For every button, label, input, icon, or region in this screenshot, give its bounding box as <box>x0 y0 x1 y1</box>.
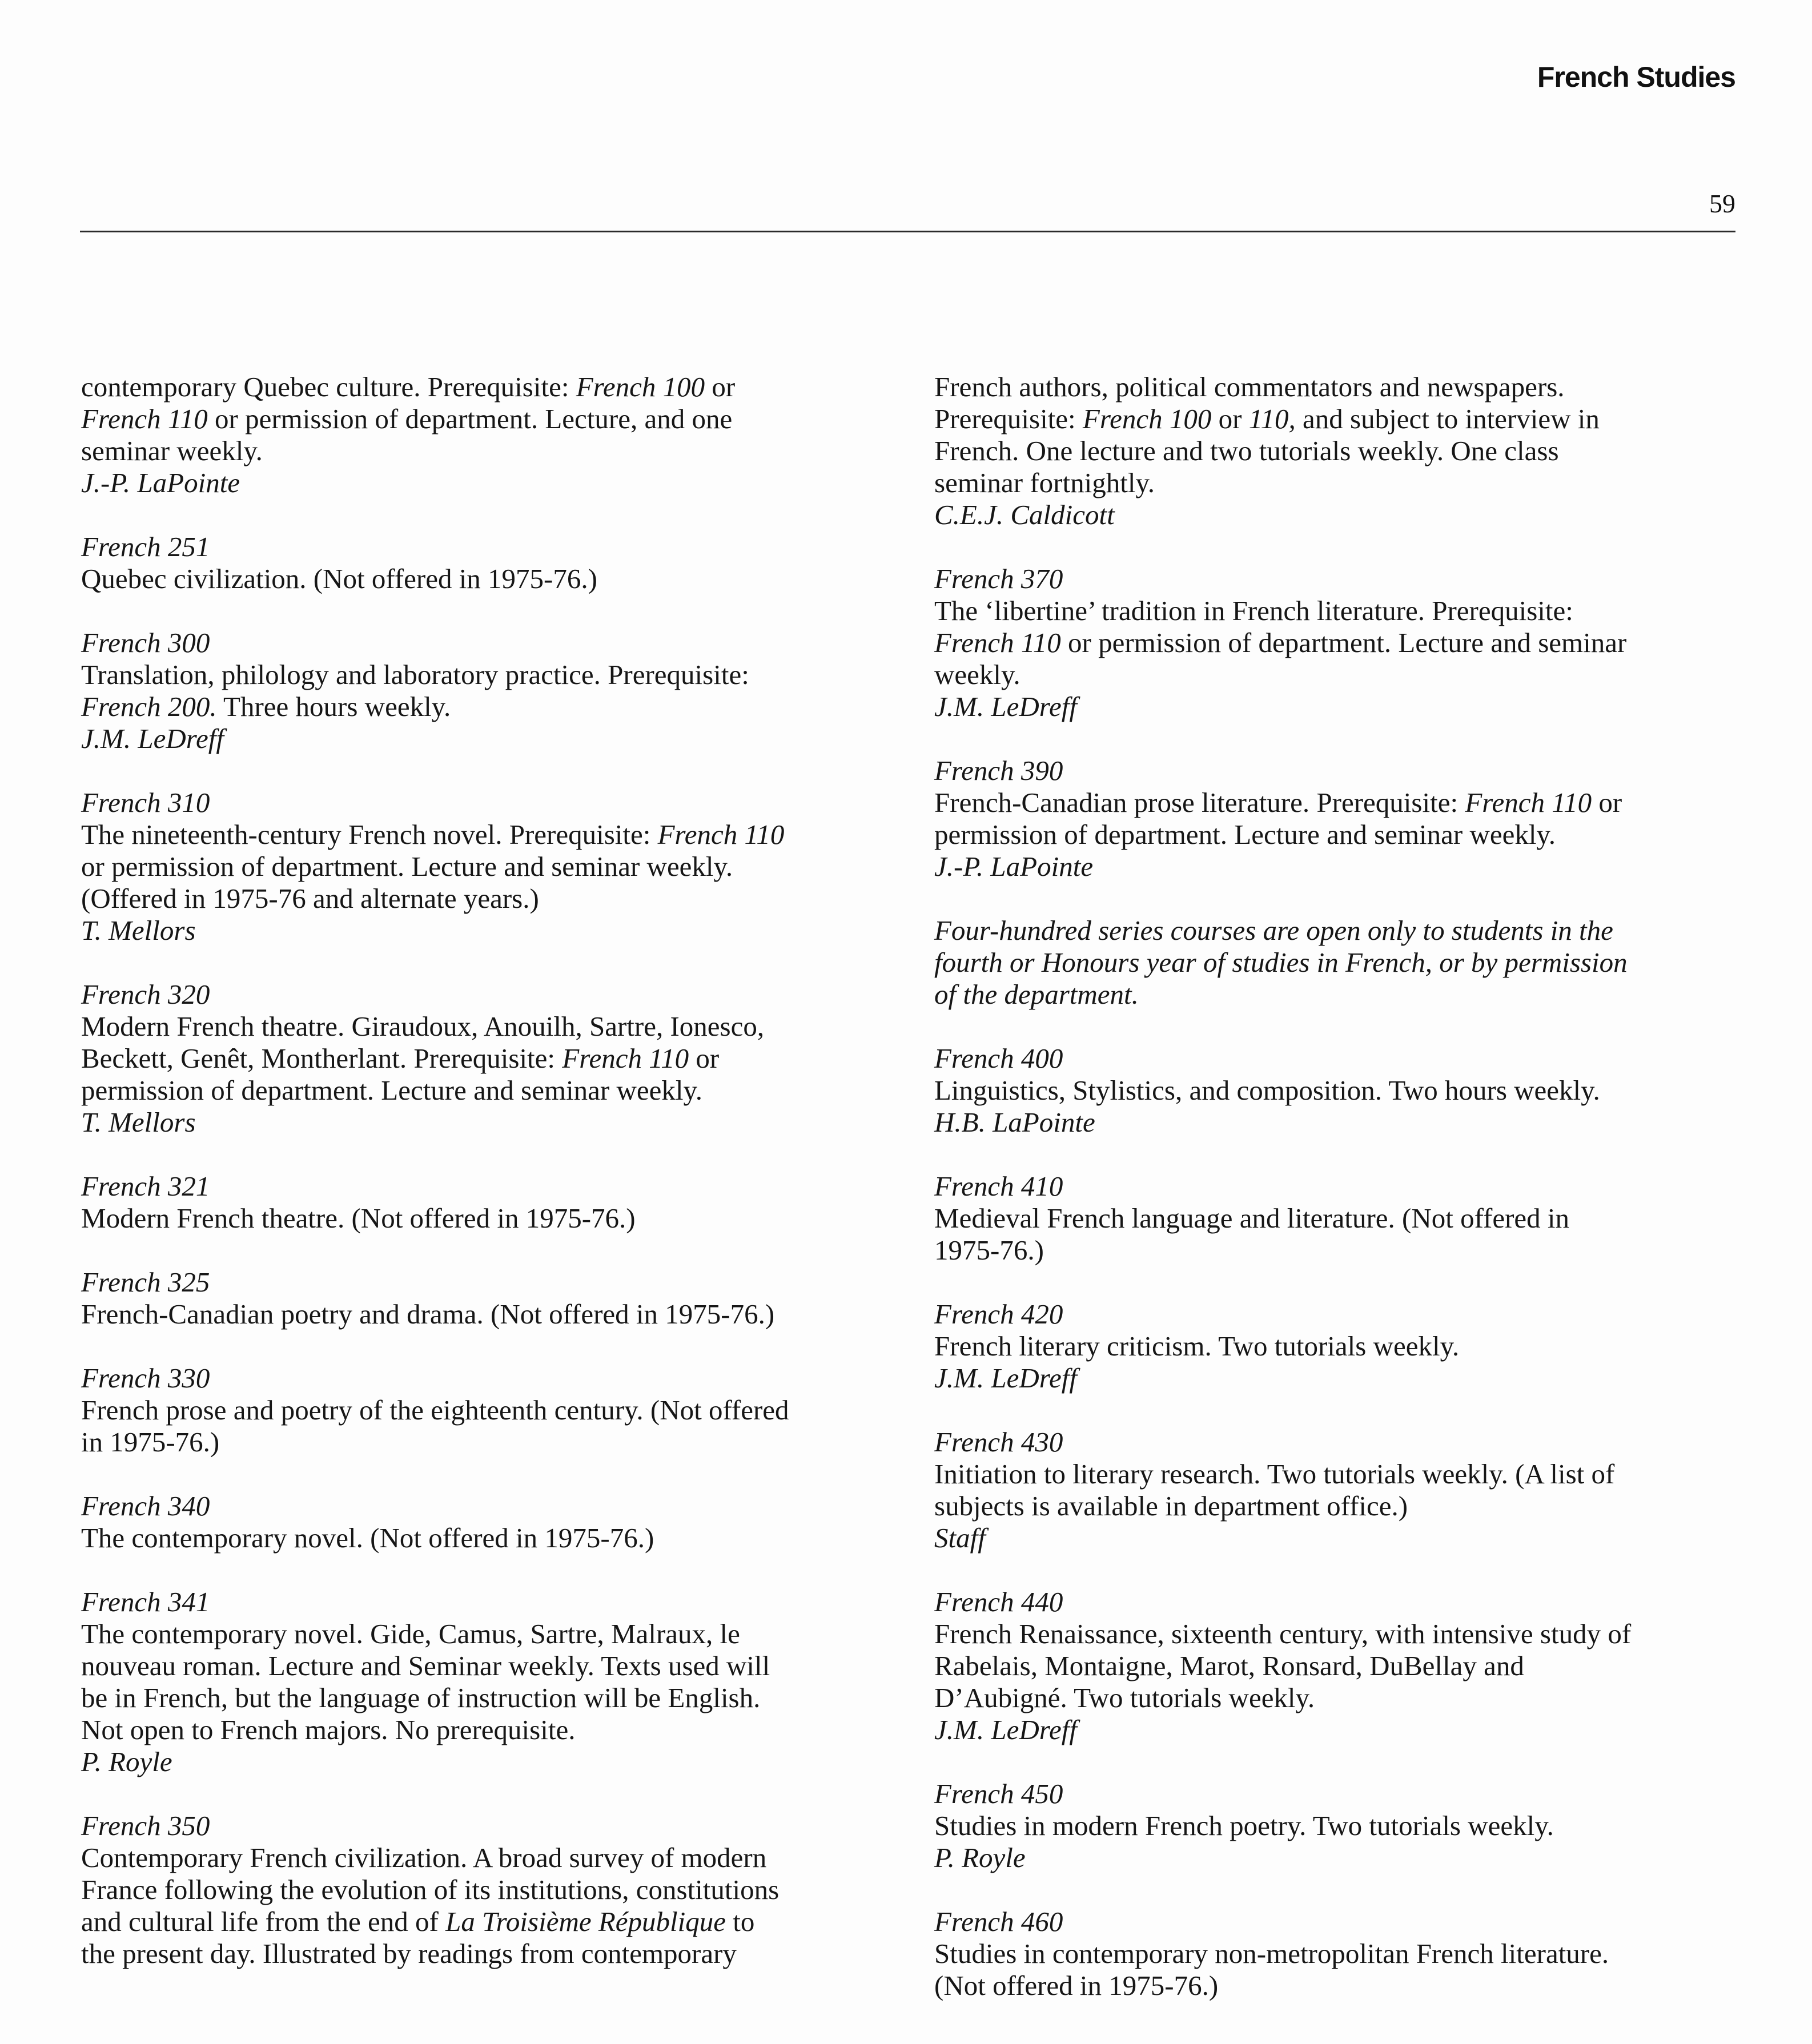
course-description: The contemporary novel. Gide, Camus, Sartre, Malraux, le <box>81 1618 740 1649</box>
instructor-name: Staff <box>934 1522 986 1554</box>
entry-line: French. One lecture and two tutorials weekly. One class <box>934 435 1559 466</box>
course-description: permission of department. Lecture and seminar weekly. <box>934 819 1556 850</box>
course-code: French 300 <box>81 627 210 658</box>
instructor-name: P. Royle <box>934 1842 1026 1873</box>
course-description: Studies in modern French poetry. Two tutorials weekly. <box>934 1810 1554 1841</box>
instructor-name: J.-P. LaPointe <box>934 851 1094 882</box>
course-description: Modern French theatre. Giraudoux, Anouilh, Sartre, Ionesco, <box>81 1011 765 1042</box>
course-description: (Offered in 1975-76 and alternate years.) <box>81 883 539 914</box>
course-description: French-Canadian prose literature. Prerequisite: French 110 or <box>934 787 1622 818</box>
course-entry-french-321 <box>81 1170 892 1234</box>
instructor-name: J.M. LeDreff <box>934 691 1077 722</box>
course-code: French 460 <box>934 1906 1063 1937</box>
instructor-name: P. Royle <box>81 1746 172 1777</box>
continued-entry <box>81 371 892 499</box>
note-line: fourth or Honours year of studies in French, or by permission <box>934 947 1628 978</box>
course-entry-french-340 <box>81 1490 892 1554</box>
entry-line: contemporary Quebec culture. Prerequisite: French 100 or <box>81 371 736 403</box>
course-description: the present day. Illustrated by readings from contemporary <box>81 1938 737 1969</box>
note-line: Four-hundred series courses are open only to students in the <box>934 915 1613 946</box>
course-description: French Renaissance, sixteenth century, with intensive study of <box>934 1618 1632 1649</box>
course-entry-french-325 <box>81 1266 892 1330</box>
course-entry-french-460 <box>934 1906 1745 2002</box>
course-code: French 410 <box>934 1170 1063 1202</box>
course-description: The contemporary novel. (Not offered in 1975-76.) <box>81 1522 654 1554</box>
course-description: Beckett, Genêt, Montherlant. Prerequisite: French 110 or <box>81 1043 720 1074</box>
course-description: 1975-76.) <box>934 1234 1044 1266</box>
course-entry-french-390 <box>934 755 1745 883</box>
course-code: French 251 <box>81 531 210 562</box>
course-entry-french-350 <box>81 1810 892 1970</box>
course-description: permission of department. Lecture and seminar weekly. <box>81 1075 703 1106</box>
course-description: French 110 or permission of department. Lecture and seminar <box>934 627 1627 658</box>
course-description: Linguistics, Stylistics, and composition. Two hours weekly. <box>934 1075 1600 1106</box>
course-entry-french-370 <box>934 563 1745 723</box>
course-code: French 400 <box>934 1043 1063 1074</box>
section-title: French Studies <box>1537 61 1735 93</box>
course-entry-french-251 <box>81 531 892 595</box>
instructor-name: T. Mellors <box>81 1107 196 1138</box>
course-description: Medieval French language and literature. (Not offered in <box>934 1202 1570 1234</box>
course-description: The nineteenth-century French novel. Prerequisite: French 110 <box>81 819 785 850</box>
course-entry-french-330 <box>81 1362 892 1458</box>
course-description: weekly. <box>934 659 1020 690</box>
entry-line: French 110 or permission of department. Lecture, and one <box>81 403 733 434</box>
right-column <box>934 371 1745 2034</box>
course-description: The ‘libertine’ tradition in French literature. Prerequisite: <box>934 595 1573 626</box>
course-code: French 440 <box>934 1586 1063 1618</box>
course-code: French 430 <box>934 1426 1063 1458</box>
course-description: or permission of department. Lecture and seminar weekly. <box>81 851 733 882</box>
course-entry-french-341 <box>81 1586 892 1778</box>
entry-line: seminar weekly. <box>81 435 263 466</box>
four-hundred-series-note <box>934 915 1745 1011</box>
instructor-name: H.B. LaPointe <box>934 1107 1095 1138</box>
course-code: French 325 <box>81 1266 210 1298</box>
course-code: French 340 <box>81 1490 210 1522</box>
instructor-name: J.M. LeDreff <box>934 1714 1077 1745</box>
course-description: Studies in contemporary non-metropolitan French literature. <box>934 1938 1609 1969</box>
course-code: French 390 <box>934 755 1063 786</box>
course-description: French 200. Three hours weekly. <box>81 691 451 722</box>
continued-entry <box>934 371 1745 531</box>
course-entry-french-420 <box>934 1298 1745 1394</box>
course-description: be in French, but the language of instruction will be English. <box>81 1682 761 1713</box>
course-entry-french-400 <box>934 1043 1745 1138</box>
course-entry-french-450 <box>934 1778 1745 1874</box>
course-code: French 320 <box>81 979 210 1010</box>
course-code: French 420 <box>934 1298 1063 1330</box>
course-code: French 310 <box>81 787 210 818</box>
course-code: French 321 <box>81 1170 210 1202</box>
course-description: Modern French theatre. (Not offered in 1975-76.) <box>81 1202 636 1234</box>
course-description: D’Aubigné. Two tutorials weekly. <box>934 1682 1315 1713</box>
course-description: Initiation to literary research. Two tutorials weekly. (A list of <box>934 1458 1615 1490</box>
course-description: nouveau roman. Lecture and Seminar weekly. Texts used will <box>81 1650 770 1681</box>
left-column <box>81 371 892 2002</box>
course-description: Contemporary French civilization. A broad survey of modern <box>81 1842 767 1873</box>
instructor-name: T. Mellors <box>81 915 196 946</box>
course-description: French-Canadian poetry and drama. (Not offered in 1975-76.) <box>81 1298 775 1330</box>
course-description: French prose and poetry of the eighteenth century. (Not offered <box>81 1394 789 1426</box>
instructor-name: C.E.J. Caldicott <box>934 499 1115 530</box>
course-description: and cultural life from the end of La Troisième République to <box>81 1906 755 1937</box>
course-code: French 330 <box>81 1362 210 1394</box>
course-description: France following the evolution of its institutions, constitutions <box>81 1874 780 1905</box>
entry-line: French authors, political commentators and newspapers. <box>934 371 1565 403</box>
course-description: subjects is available in department office.) <box>934 1490 1408 1522</box>
course-entry-french-430 <box>934 1426 1745 1554</box>
course-description: (Not offered in 1975-76.) <box>934 1970 1219 2001</box>
course-description: Rabelais, Montaigne, Marot, Ronsard, DuBellay and <box>934 1650 1524 1681</box>
course-code: French 450 <box>934 1778 1063 1809</box>
course-entry-french-300 <box>81 627 892 755</box>
course-description: Not open to French majors. No prerequisite. <box>81 1714 576 1745</box>
course-entry-french-440 <box>934 1586 1745 1746</box>
course-description: in 1975-76.) <box>81 1426 220 1458</box>
instructor-name: J.-P. LaPointe <box>81 467 240 498</box>
page-number: 59 <box>1709 189 1735 218</box>
instructor-name: J.M. LeDreff <box>934 1362 1077 1394</box>
course-code: French 370 <box>934 563 1063 594</box>
entry-line: Prerequisite: French 100 or 110, and subject to interview in <box>934 403 1600 434</box>
course-entry-french-410 <box>934 1170 1745 1266</box>
instructor-name: J.M. LeDreff <box>81 723 224 754</box>
course-description: Quebec civilization. (Not offered in 1975-76.) <box>81 563 597 594</box>
course-entry-french-320 <box>81 979 892 1138</box>
header-rule <box>80 231 1735 232</box>
course-description: Translation, philology and laboratory practice. Prerequisite: <box>81 659 749 690</box>
entry-line: seminar fortnightly. <box>934 467 1155 498</box>
course-code: French 350 <box>81 1810 210 1841</box>
course-code: French 341 <box>81 1586 210 1618</box>
note-line: of the department. <box>934 979 1139 1010</box>
course-entry-french-310 <box>81 787 892 947</box>
course-description: French literary criticism. Two tutorials weekly. <box>934 1330 1460 1362</box>
